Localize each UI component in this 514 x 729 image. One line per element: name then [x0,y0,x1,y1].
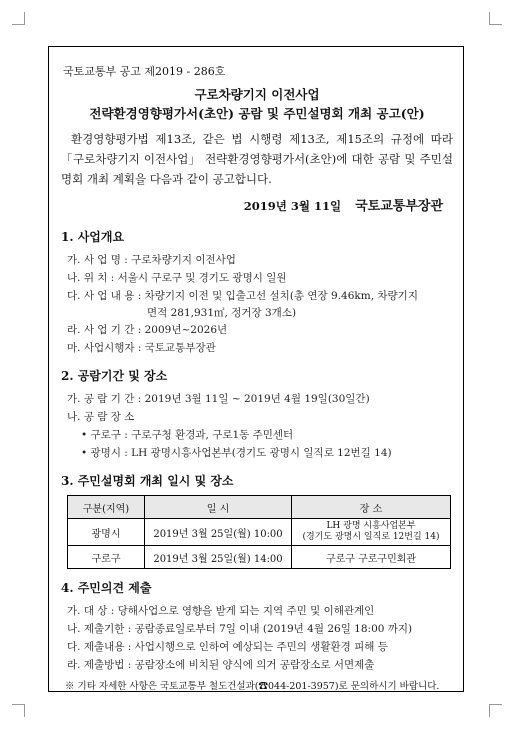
document-title: 구로차량기지 이전사업 [194,87,320,102]
section-1-title: 1. 사업개요 [61,230,125,244]
table-row [68,519,451,546]
project-location: 나. 위 치 : 서울시 구로구 및 경기도 광명시 일원 [67,272,287,284]
project-name: 가. 사 업 명 : 구로차량기지 이전사업 [67,254,236,266]
table-cell-region: 구로구 [68,546,145,569]
signature-line [61,195,443,214]
opinion-method: 라. 제출방법 : 공람장소에 비치된 양식에 의거 공람장소로 서면제출 [67,659,375,671]
notice-date: 2019년 3월 11일 [243,199,342,213]
document-subtitle: 전략환경영향평가서(초안) 공람 및 주민설명회 개최 공고(안) [89,106,425,121]
table-cell-datetime: 2019년 3월 25일(월) 10:00 [145,519,292,546]
opinion-target: 가. 대 상 : 당해사업으로 영향을 받게 되는 지역 주민 및 이해관계인 [67,605,375,617]
crop-mark-top-left [12,12,25,25]
issuing-authority: 국토교통부장관 [355,199,443,214]
crop-mark-top-right [489,12,502,25]
table-header: 일 시 [145,496,292,519]
project-operator: 마. 사업시행자 : 국토교통부장관 [67,342,216,354]
table-header: 구분(지역) [68,496,145,519]
notice-number: 국토교통부 공고 제2019 - 286호 [63,65,226,78]
table-cell-datetime: 2019년 3월 25일(월) 14:00 [145,546,292,569]
section-3-title: 3. 주민설명회 개최 일시 및 장소 [61,474,234,488]
review-place-heading: 나. 공 람 장 소 [67,411,135,423]
opinion-content: 다. 제출내용 : 사업시행으로 인하여 예상되는 주민의 생활환경 피해 등 [67,641,388,653]
place-line-2: (경기도 광명시 일직로 12번길 14) [302,532,440,542]
review-place-guro: • 구로구 : 구로구청 환경과, 구로1동 주민센터 [81,429,294,441]
project-period: 라. 사 업 기 간 : 2009년~2026년 [67,324,228,336]
crop-mark-bottom-left [12,704,25,717]
opinion-deadline: 나. 제출기한 : 공람종료일로부터 7일 이내 (2019년 4월 26일 18:00 까지) [67,623,413,635]
section-2-title: 2. 공람기간 및 장소 [61,369,168,383]
place-line-1: LH 광명 시흥사업본부 [326,521,416,531]
section-4-title: 4. 주민의견 제출 [61,581,152,595]
table-cell-place [292,519,451,546]
crop-mark-bottom-right [489,704,502,717]
table-cell-place: 구로구 구로구민회관 [292,546,451,569]
intro-paragraph: 환경영향평가법 제13조, 같은 법 시행령 제13조, 제15조의 규정에 따라 「구로차량기지 이전사업」 전략환경영향평가서(초안)에 대한 공람 및 주민설명회 개최 계획을 다음과 같이 공고합니다. [61,132,453,186]
project-content: 다. 사 업 내 용 : 차량기지 이전 및 입출고선 설치(총 연장 9.46km, 차량기지 [67,290,418,302]
review-place-gwangmyeong: • 광명시 : LH 광명시흥사업본부(경기도 광명시 일직로 12번길 14) [81,447,392,459]
project-content-continued: 면적 281,931㎡, 정거장 3개소) [147,307,297,319]
contact-note: ※ 기타 자세한 사항은 국토교통부 철도건설과(☎044-201-3957)로 문의하시기 바랍니다. [65,681,440,692]
briefing-schedule-table [67,495,451,569]
table-row [68,546,451,569]
table-header: 장 소 [292,496,451,519]
table-header-row [68,496,451,519]
document-page [48,46,464,692]
table-cell-region: 광명시 [68,519,145,546]
review-period: 가. 공 람 기 간 : 2019년 3월 11일 ~ 2019년 4월 19일(30일간) [67,393,370,405]
